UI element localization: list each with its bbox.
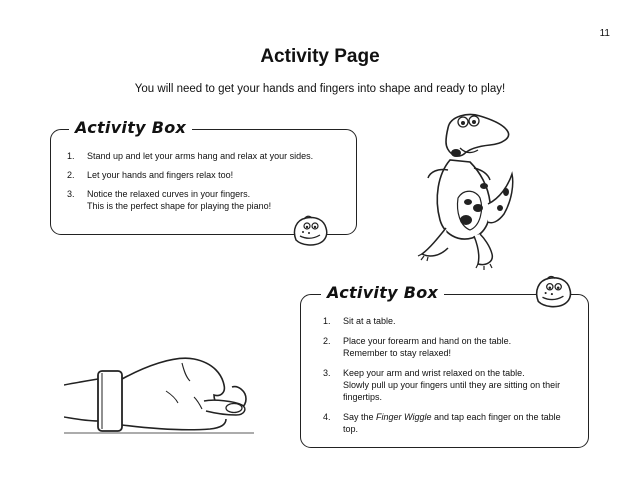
step-text-pre: Say the (343, 412, 377, 422)
step-text-continued: Remember to stay relaxed! (343, 348, 452, 358)
step-text: Place your forearm and hand on the table. (343, 336, 512, 346)
step-number: 4. (323, 412, 331, 422)
activity-box-title: Activity Box (321, 283, 444, 302)
page-subtitle: You will need to get your hands and fingers into shape and ready to play! (134, 83, 506, 95)
list-item (323, 411, 578, 435)
finger-wiggle-text: Finger Wiggle (376, 412, 432, 422)
step-text-continued: Slowly pull up your fingers until they are sitting on their fingertips. (343, 380, 561, 402)
list-item (323, 315, 578, 327)
step-text-block (343, 367, 578, 403)
step-text: Let your hands and fingers relax too! (87, 170, 234, 180)
step-number: 1. (323, 316, 331, 326)
dinosaur-head-icon (532, 270, 576, 314)
step-text: Sit at a table. (343, 316, 396, 326)
step-text-block (87, 188, 347, 212)
dinosaur-illustration (408, 108, 533, 273)
step-number: 2. (323, 336, 331, 346)
step-text: Stand up and let your arms hang and relax at your sides. (87, 151, 314, 161)
list-item (323, 367, 578, 403)
step-number: 1. (67, 151, 75, 161)
step-number: 2. (67, 170, 75, 180)
step-number: 3. (67, 189, 75, 199)
list-item (67, 188, 347, 212)
page-title: Activity Page (260, 46, 380, 67)
step-number: 3. (323, 368, 331, 378)
page-number: 11 (599, 28, 610, 39)
step-text: Notice the relaxed curves in your fingers. (87, 189, 251, 199)
list-item (67, 150, 347, 162)
list-item (323, 335, 578, 359)
activity-steps-list (67, 150, 347, 219)
step-text: Keep your arm and wrist relaxed on the table. (343, 368, 525, 378)
step-text-post: and tap each finger on the table top. (343, 412, 561, 434)
dinosaur-head-icon (290, 210, 332, 252)
activity-steps-list (323, 315, 578, 443)
step-text-continued: This is the perfect shape for playing the piano! (87, 201, 272, 211)
step-text-block (343, 335, 578, 359)
step-text (343, 411, 578, 435)
activity-box-title: Activity Box (69, 118, 192, 137)
activity-box-2 (300, 283, 589, 448)
relaxed-hand-illustration (64, 345, 264, 445)
list-item (67, 169, 347, 181)
